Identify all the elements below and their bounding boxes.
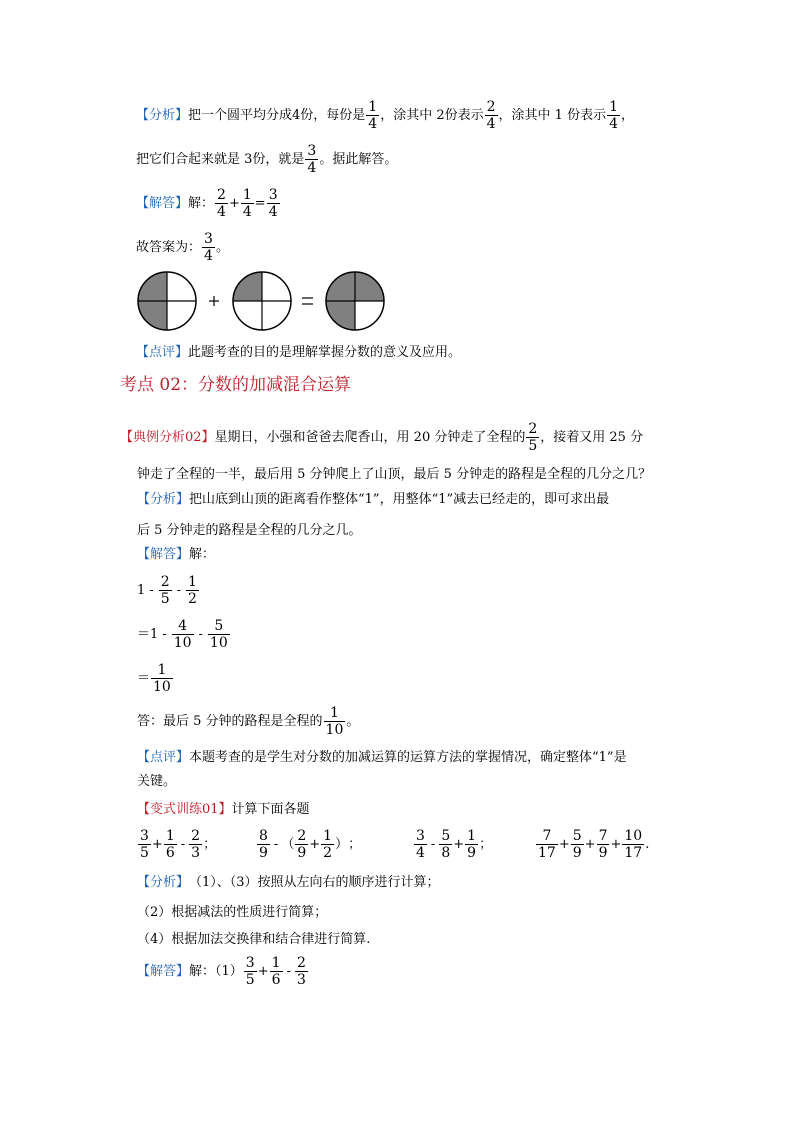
plus-sign: + [309,836,321,852]
analysis-line-2 [136,142,397,176]
plus-sign: + [151,836,163,852]
separator: ； [203,836,217,852]
separator: . [645,836,650,852]
analysis-text: ，涂其中 1 份表示 [498,107,607,123]
paren-close: ） [335,836,349,852]
fraction: $\frac{5}{9}$ [572,827,582,861]
problem-3 [413,826,492,862]
fraction: $\frac{3}{4}$ [268,186,278,220]
problem-2 [256,826,361,862]
fraction-circles-diagram [136,270,386,332]
plus-sign: + [228,195,240,211]
example-answer-line [137,545,215,563]
analysis-tag: 【分析】 [136,107,189,123]
example-line-1 [120,420,643,454]
comment-tag: 【点评】 [136,344,189,360]
problem-1 [137,826,216,862]
analysis-text: ， [621,107,635,123]
fraction: $\frac{3}{4}$ [307,142,317,176]
minus-sign: - [198,626,203,642]
fraction: $\frac{7}{9}$ [598,827,608,861]
fraction: $\frac{2}{4}$ [217,186,226,220]
calc-step-2 [137,616,231,652]
fraction: $\frac{2}{5}$ [528,420,538,454]
fraction: $\frac{3}{5}$ [245,954,255,988]
plus-sign: + [584,836,596,852]
fraction: $\frac{2}{4}$ [486,98,496,132]
fraction: $\frac{1}{4}$ [609,98,619,132]
result-prefix: 故答案为： [136,239,202,255]
final-text: 答：最后 5 分钟的路程是全程的 [137,713,323,729]
comment-line [136,342,461,362]
period: 。 [215,239,229,255]
variant-analysis-line-3: （4）根据加法交换律和结合律进行简算. [137,932,371,947]
plus-symbol [209,296,219,306]
example-text: ，接着又用 25 分 [540,429,644,445]
fraction: $\frac{1}{2}$ [188,573,197,607]
separator: ； [348,836,362,852]
example-analysis-line-2: 后 5 分钟走的路程是全程的几分之几。 [137,523,362,538]
fraction: $\frac{4}{10}$ [173,617,192,651]
fraction: $\frac{3}{4}$ [416,827,425,861]
comment-tag: 【点评】 [137,749,190,765]
comment-text: 此题考查的目的是理解掌握分数的意义及应用。 [188,344,462,360]
variant-title-line [137,800,310,818]
analysis-text: （1）、（3）按照从左向右的顺序进行计算； [189,874,440,890]
fraction: $\frac{7}{17}$ [538,827,556,861]
circle-two-quarters [138,272,196,330]
problem-4 [535,826,649,862]
answer-prefix: 解： [188,195,215,211]
fraction: $\frac{2}{9}$ [297,827,307,861]
section-heading: 考点 02：分数的加减混合运算 [120,375,352,395]
fraction: $\frac{1}{10}$ [325,704,344,738]
example-text: 星期日，小强和爸爸去爬香山，用 20 分钟走了全程的 [214,429,526,445]
analysis-tag: 【分析】 [137,491,190,507]
calc-step-3 [137,660,174,696]
variant-analysis-line-2: （2）根据减法的性质进行简算； [137,905,328,920]
analysis-text: 把山底到山顶的距离看作整体“1”，用整体“1”减去已经走的，即可求出最 [189,491,610,507]
separator: ； [479,836,493,852]
minus-sign: - [162,626,167,642]
fraction: $\frac{1}{4}$ [242,186,252,220]
variant-tag: 【变式训练01】 [137,801,232,817]
minus-sign: - [149,582,154,598]
example-tag: 【典例分析02】 [120,429,215,445]
analysis-text: 把它们合起来就是 3份，就是 [136,151,305,167]
minus-sign: - [176,582,182,598]
plus-sign: + [453,836,465,852]
example-comment-line-1 [137,748,627,766]
plus-sign: + [558,836,570,852]
fraction: $\frac{5}{10}$ [209,617,228,651]
example-analysis-line-1 [137,490,609,508]
plus-sign: + [257,963,269,979]
analysis-tag: 【分析】 [137,874,190,890]
answer-prefix: 解： [189,546,216,562]
equals-sign: ＝ [137,670,151,686]
fraction: $\frac{1}{4}$ [368,98,378,132]
example-comment-line-2: 关键。 [137,774,177,789]
fraction: $\frac{1}{2}$ [323,827,333,861]
plus-sign: + [610,836,622,852]
fraction: $\frac{1}{6}$ [271,954,281,988]
comment-text: 本题考查的是学生对分数的加减运算的运算方法的掌握情况，确定整体“1”是 [189,749,627,765]
fraction: $\frac{1}{6}$ [165,827,175,861]
period: 。 [346,713,360,729]
fraction: $\frac{2}{5}$ [160,573,170,607]
answer-tag: 【解答】 [137,546,190,562]
circle-three-quarters [326,272,384,330]
paren-open: （ [281,836,295,852]
minus-sign: - [180,836,186,852]
fraction: $\frac{10}{17}$ [624,827,643,861]
minus-sign: - [430,836,436,852]
answer-tag: 【解答】 [137,963,190,979]
fraction: $\frac{1}{10}$ [153,661,171,695]
example-final-answer [137,703,359,739]
fraction: $\frac{1}{9}$ [467,827,477,861]
number: 1 [137,582,146,598]
fraction: $\frac{3}{5}$ [140,827,149,861]
equals-number: ＝1 [137,626,159,642]
variant-title: 计算下面各题 [231,801,310,817]
minus-sign: - [286,963,291,979]
equals-symbol [302,298,313,304]
answer-tag: 【解答】 [136,195,189,211]
fraction: $\frac{5}{8}$ [441,827,451,861]
analysis-text: 。据此解答。 [319,151,398,167]
fraction: $\frac{2}{3}$ [296,954,306,988]
analysis-text: ，涂其中 2份表示 [380,107,484,123]
fraction: $\frac{2}{3}$ [191,827,201,861]
variant-analysis-line-1 [137,873,440,891]
minus-sign: - [273,836,279,852]
fraction: $\frac{8}{9}$ [259,827,268,861]
variant-answer-line [137,953,309,989]
answer-prefix: 解：（1） [189,963,243,979]
example-line-2: 钟走了全程的一半，最后用 5 分钟爬上了山顶，最后 5 分钟走的路程是全程的几分之几？ [137,467,652,482]
circle-one-quarter [233,272,291,330]
fraction: $\frac{3}{4}$ [204,230,213,264]
answer-line [136,186,281,220]
analysis-line-1 [136,98,634,132]
analysis-text: 把一个圆平均分成4份，每份是 [188,107,366,123]
result-line [136,230,229,264]
equals-sign: = [254,195,266,211]
calc-step-1 [137,572,200,608]
